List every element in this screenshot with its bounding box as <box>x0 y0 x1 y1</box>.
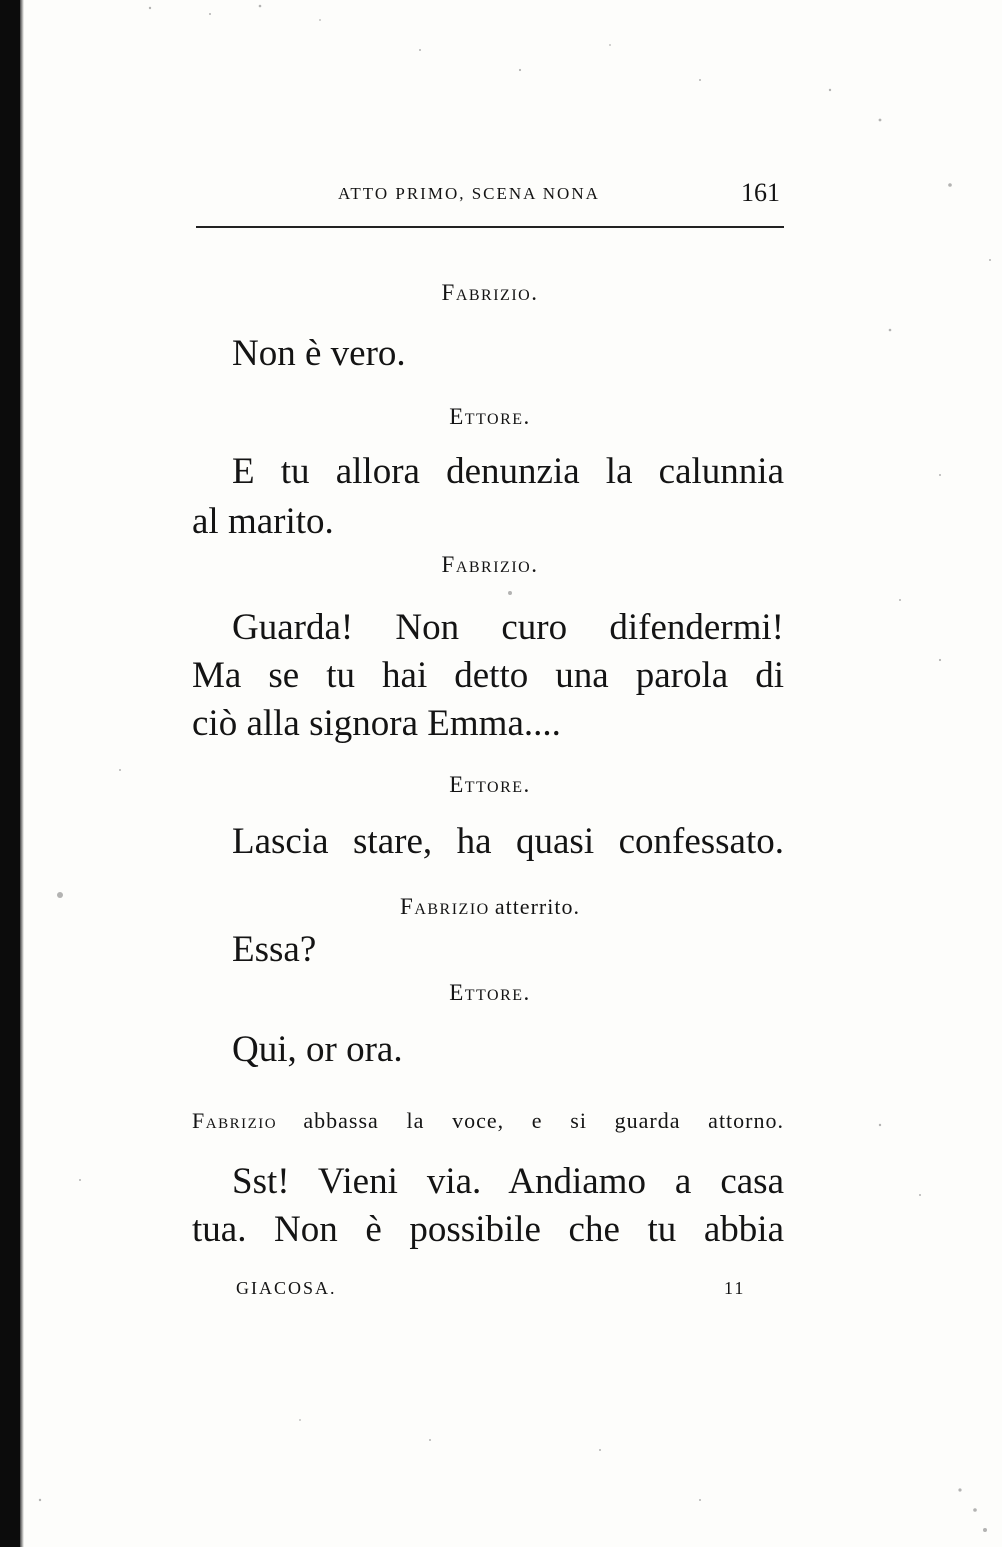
speaker-name: Fabrizio <box>400 894 490 919</box>
dialogue-line: E tu allora denunzia la calunnia <box>232 451 784 492</box>
page-number: 161 <box>741 178 780 207</box>
running-head-title: ATTO PRIMO, SCENA NONA <box>338 184 600 203</box>
stage-direction: abbassa la voce, e si guarda attorno. <box>303 1108 784 1133</box>
speaker-label: Fabrizio. <box>441 552 539 577</box>
stage-direction-line <box>192 1108 784 1134</box>
speaker-with-direction <box>196 894 784 920</box>
dialogue-line: Lascia stare, ha quasi confessato. <box>232 821 784 862</box>
speaker-label: Ettore. <box>449 404 531 429</box>
dialogue-line: Qui, or ora. <box>232 1029 403 1070</box>
dialogue-line: tua. Non è possibile che tu abbia <box>192 1209 784 1250</box>
header-rule <box>196 226 784 228</box>
dialogue-line: Non è vero. <box>232 333 406 374</box>
dialogue-line: Essa? <box>232 929 317 970</box>
speaker-label: Ettore. <box>449 772 531 797</box>
dialogue-line: Sst! Vieni via. Andiamo a casa <box>232 1161 784 1202</box>
signature-mark: 11 <box>724 1278 746 1298</box>
dialogue-line: Guarda! Non curo difendermi! <box>232 607 784 648</box>
dialogue-line: al marito. <box>192 501 334 542</box>
speaker-name: Fabrizio <box>192 1108 278 1133</box>
dialogue-line: ciò alla signora Emma.... <box>192 703 561 744</box>
speaker-label: Ettore. <box>449 980 531 1005</box>
dialogue-line: Ma se tu hai detto una parola di <box>192 655 784 696</box>
footer-author: GIACOSA. <box>236 1278 337 1298</box>
speaker-label: Fabrizio. <box>441 280 539 305</box>
stage-direction: atterrito. <box>494 894 580 919</box>
book-spine-shadow <box>0 0 20 1547</box>
running-header <box>196 178 784 214</box>
spine-edge <box>20 0 24 1547</box>
